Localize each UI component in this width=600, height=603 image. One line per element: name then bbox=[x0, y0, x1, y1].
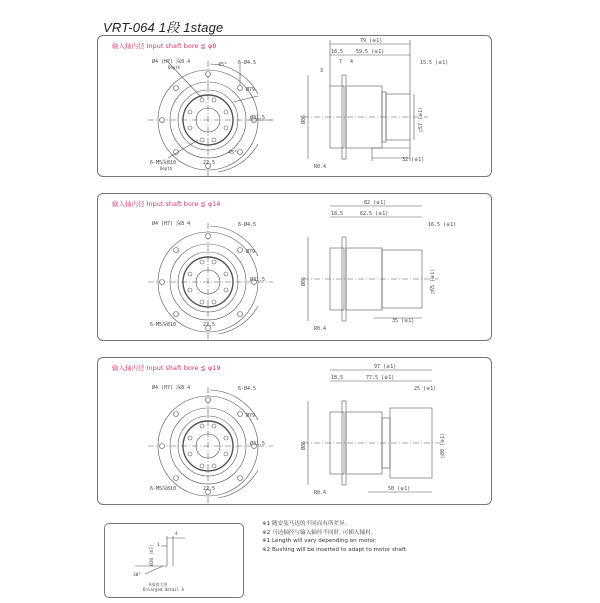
side-right-ext: 25 (※1) bbox=[414, 386, 437, 392]
detail-dim-top: 4 bbox=[175, 532, 178, 537]
detail-dia: Ø20 (h7) bbox=[150, 544, 155, 566]
side-square: □65 (※1) bbox=[430, 268, 436, 294]
note-1-en: ※1 Length will vary depending on motor. bbox=[262, 538, 377, 545]
panel-label: 输入轴内径 Input shaft bore ≦ φ14 bbox=[112, 200, 221, 208]
note-2-cn: ※2 马达轴径与输入轴径不同时, 可插入轴衬。 bbox=[262, 529, 377, 536]
detail-caption-cn: A部放大图 bbox=[149, 582, 168, 587]
panel-bore-19 bbox=[97, 357, 492, 505]
side-right: 77.5 (※1) bbox=[366, 375, 395, 381]
side-len-bot: 50 (※1) bbox=[388, 486, 411, 492]
side-t7: 7 bbox=[339, 59, 343, 65]
side-right: 62.5 (※1) bbox=[360, 211, 389, 217]
side-dia-main: Ø86 bbox=[301, 440, 307, 450]
front-holes-label: 6-Ø4.5 bbox=[238, 386, 257, 392]
side-dia-main: Ø86 bbox=[301, 114, 307, 124]
front-angle-bot: 45° bbox=[228, 150, 238, 156]
drawing-bore-19 bbox=[98, 358, 493, 506]
front-pcd1: Ø79 bbox=[246, 413, 256, 419]
panel-label: 输入轴内径 Input shaft bore ≦ φ8 bbox=[112, 42, 217, 50]
side-right-ext: 16.5 (※1) bbox=[428, 222, 457, 228]
side-r: R0.4 bbox=[314, 326, 327, 332]
side-r: R0.4 bbox=[314, 490, 327, 496]
front-angle-top: 45° bbox=[218, 62, 228, 68]
detail-angle: 30° bbox=[133, 573, 142, 578]
front-tap-depth: Depth bbox=[168, 65, 181, 70]
front-screw-depth: Depth bbox=[160, 166, 173, 171]
page-title: VRT-064 1段 1stage bbox=[103, 20, 224, 35]
front-holes-label: 6-Ø4.5 bbox=[238, 222, 257, 228]
side-r: R0.4 bbox=[314, 164, 327, 170]
side-right-ext: 15.5 (※1) bbox=[420, 60, 449, 66]
front-tap-label: Ø4 (H7) 深8 4 bbox=[152, 59, 191, 65]
drawing-bore-8 bbox=[98, 36, 493, 178]
front-tap-label: Ø4 (H7) 深8 4 bbox=[152, 221, 191, 227]
front-screw-label: 6-M5深810 bbox=[150, 322, 177, 328]
front-r: 22.5 bbox=[203, 322, 216, 328]
panel-bore-14 bbox=[97, 193, 492, 341]
side-square: □80 (※1) bbox=[440, 432, 446, 458]
side-overall: 97 (※1) bbox=[374, 364, 397, 370]
side-left: 18.5 bbox=[331, 375, 344, 381]
side-left: 18.5 bbox=[331, 49, 344, 55]
front-pcd1: Ø79 bbox=[246, 87, 256, 93]
front-pcd2: Ø31.5 bbox=[250, 115, 266, 121]
side-len-bot: 32 (※1) bbox=[402, 157, 425, 163]
front-pcd2: Ø31.5 bbox=[250, 277, 266, 283]
front-screw-label: 6-M5深810 bbox=[150, 160, 177, 166]
front-pcd1: Ø79 bbox=[246, 249, 256, 255]
side-right: 59.5 (※1) bbox=[356, 49, 385, 55]
side-left: 18.5 bbox=[331, 211, 344, 217]
note-1-cn: ※1 随安装马达的不同而有所差异。 bbox=[262, 521, 351, 527]
front-screw-label: 6-M5深810 bbox=[150, 486, 177, 492]
detail-caption-en: Enlarged detail A bbox=[143, 587, 184, 592]
side-overall: 79 (※1) bbox=[360, 38, 383, 44]
detail-a-drawing bbox=[105, 524, 245, 599]
front-r: 22.5 bbox=[203, 160, 216, 166]
side-square: □57 (※1) bbox=[418, 106, 424, 132]
side-dia-main: Ø86 bbox=[301, 276, 307, 286]
note-2-en: ※2 Bushing will be inserted to adapt to motor shaft. bbox=[262, 546, 408, 553]
detail-a-panel bbox=[104, 523, 244, 598]
panel-label: 输入轴内径 Input shaft bore ≦ φ19 bbox=[112, 364, 221, 372]
side-len-bot: 35 (※1) bbox=[392, 318, 415, 324]
panel-bore-8 bbox=[97, 35, 492, 177]
side-view bbox=[303, 40, 428, 161]
side-view bbox=[303, 206, 438, 321]
side-t4: 4 bbox=[350, 59, 354, 65]
front-r: 22.5 bbox=[203, 486, 216, 492]
front-pcd2: Ø31.5 bbox=[250, 441, 266, 447]
side-t3: 3 bbox=[320, 68, 324, 74]
front-tap-label: Ø4 (H7) 深8 4 bbox=[152, 385, 191, 391]
detail-dim-side: 1 bbox=[157, 543, 160, 548]
drawing-bore-14 bbox=[98, 194, 493, 342]
front-holes-label: 6-Ø4.5 bbox=[238, 60, 257, 66]
side-overall: 82 (※1) bbox=[364, 200, 387, 206]
footnotes bbox=[262, 520, 408, 554]
